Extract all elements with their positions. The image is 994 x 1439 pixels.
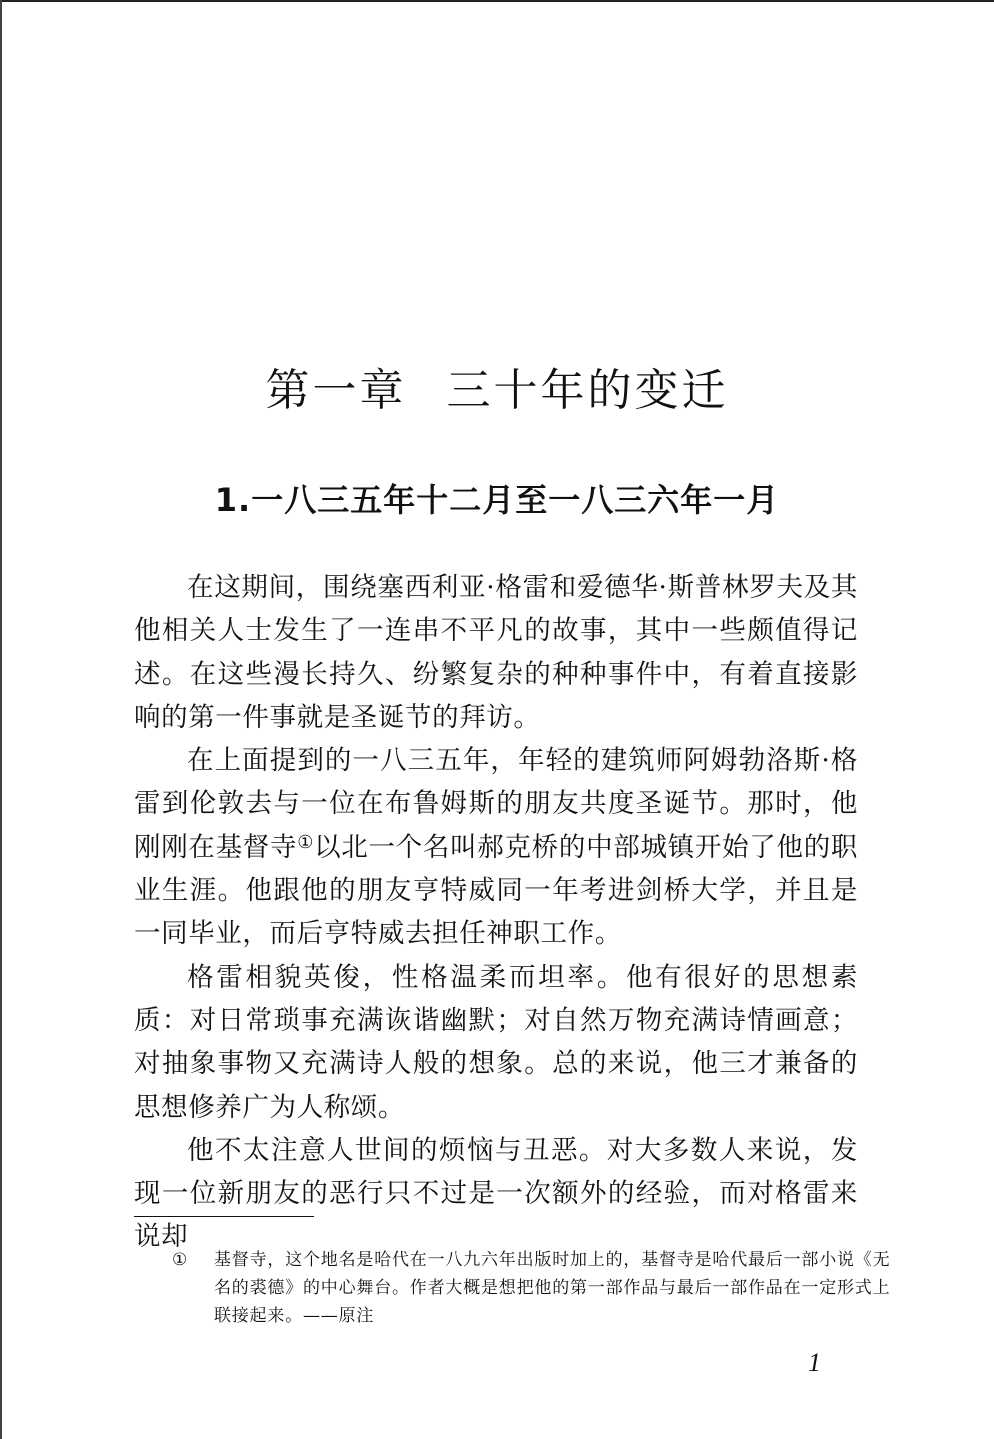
paragraph-1: 在这期间，围绕塞西利亚·格雷和爱德华·斯普林罗夫及其他相关人士发生了一连串不平凡的故事，其中一些颇值得记述。在这些漫长持久、纷繁复杂的种种事件中，有着直接影响的第一件事就是圣诞节的拜访。 (134, 572, 858, 733)
chapter-title (0, 364, 994, 418)
paragraph-4: 他不太注意人世间的烦恼与丑恶。对大多数人来说，发现一位新朋友的恶行只不过是一次额外的经验，而对格雷来说却 (134, 1134, 858, 1253)
footnote-number: ① (172, 1250, 189, 1270)
paragraph-2-before-mark: 在上面提到的一八三五年，年轻的建筑师阿姆勃洛斯·格雷到伦敦去与一位在布鲁姆斯的朋友共度圣诞节。那时，他刚刚在基督寺 (134, 745, 858, 863)
footnote (172, 1246, 900, 1330)
footnote-text: 基督寺，这个地名是哈代在一八九六年出版时加上的，基督寺是哈代最后一部小说《无名的裘德》的中心舞台。作者大概是想把他的第一部作品与最后一部作品在一定形式上联接起来。——原注 (214, 1250, 891, 1326)
page-number: 1 (808, 1348, 821, 1377)
chapter-title-text: 三十年的变迁 (446, 365, 729, 416)
chapter-number-label: 第一章 (265, 365, 407, 416)
paragraph-2 (134, 739, 858, 955)
footnote-reference-mark[interactable]: ① (297, 831, 315, 853)
scan-edge-left (0, 0, 2, 1439)
scan-edge-top (0, 0, 994, 2)
paragraph-3: 格雷相貌英俊，性格温柔而坦率。他有很好的思想素质：对日常琐事充满诙谐幽默；对自然万物充满诗情画意；对抽象事物又充满诗人般的想象。总的来说，他三才兼备的思想修养广为人称颂。 (134, 961, 858, 1123)
paragraph-2-after-mark: 以北一个名叫郝克桥的中部城镇开始了他的职业生涯。他跟他的朋友亨特威同一年考进剑桥大学，并且是一同毕业，而后亨特威去担任神职工作。 (134, 831, 858, 950)
section-title: 1.一八三五年十二月至一八三六年一月 (214, 481, 780, 519)
footnote-divider (134, 1216, 314, 1217)
body-text (134, 566, 858, 1259)
